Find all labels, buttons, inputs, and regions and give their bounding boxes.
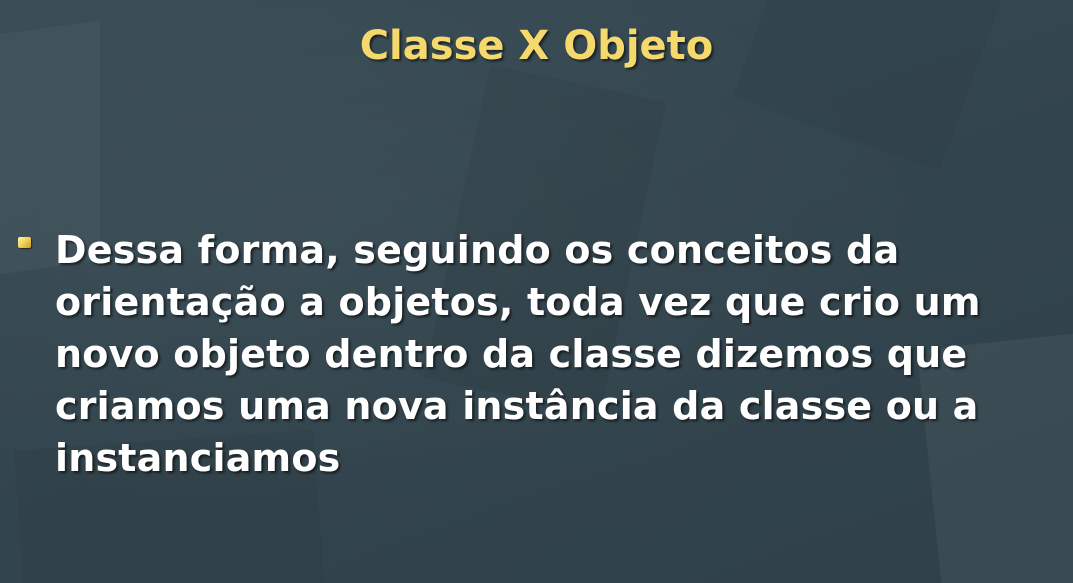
bullet-text: Dessa forma, seguindo os conceitos da orientação a objetos, toda vez que crio um novo objeto dentro da classe dizemos que criamos uma nova instância da classe ou a instanciamos [55,228,981,480]
slide-title: Classe X Objeto [359,23,714,69]
bullet-item [14,224,1054,484]
square-bullet-icon [18,237,31,248]
